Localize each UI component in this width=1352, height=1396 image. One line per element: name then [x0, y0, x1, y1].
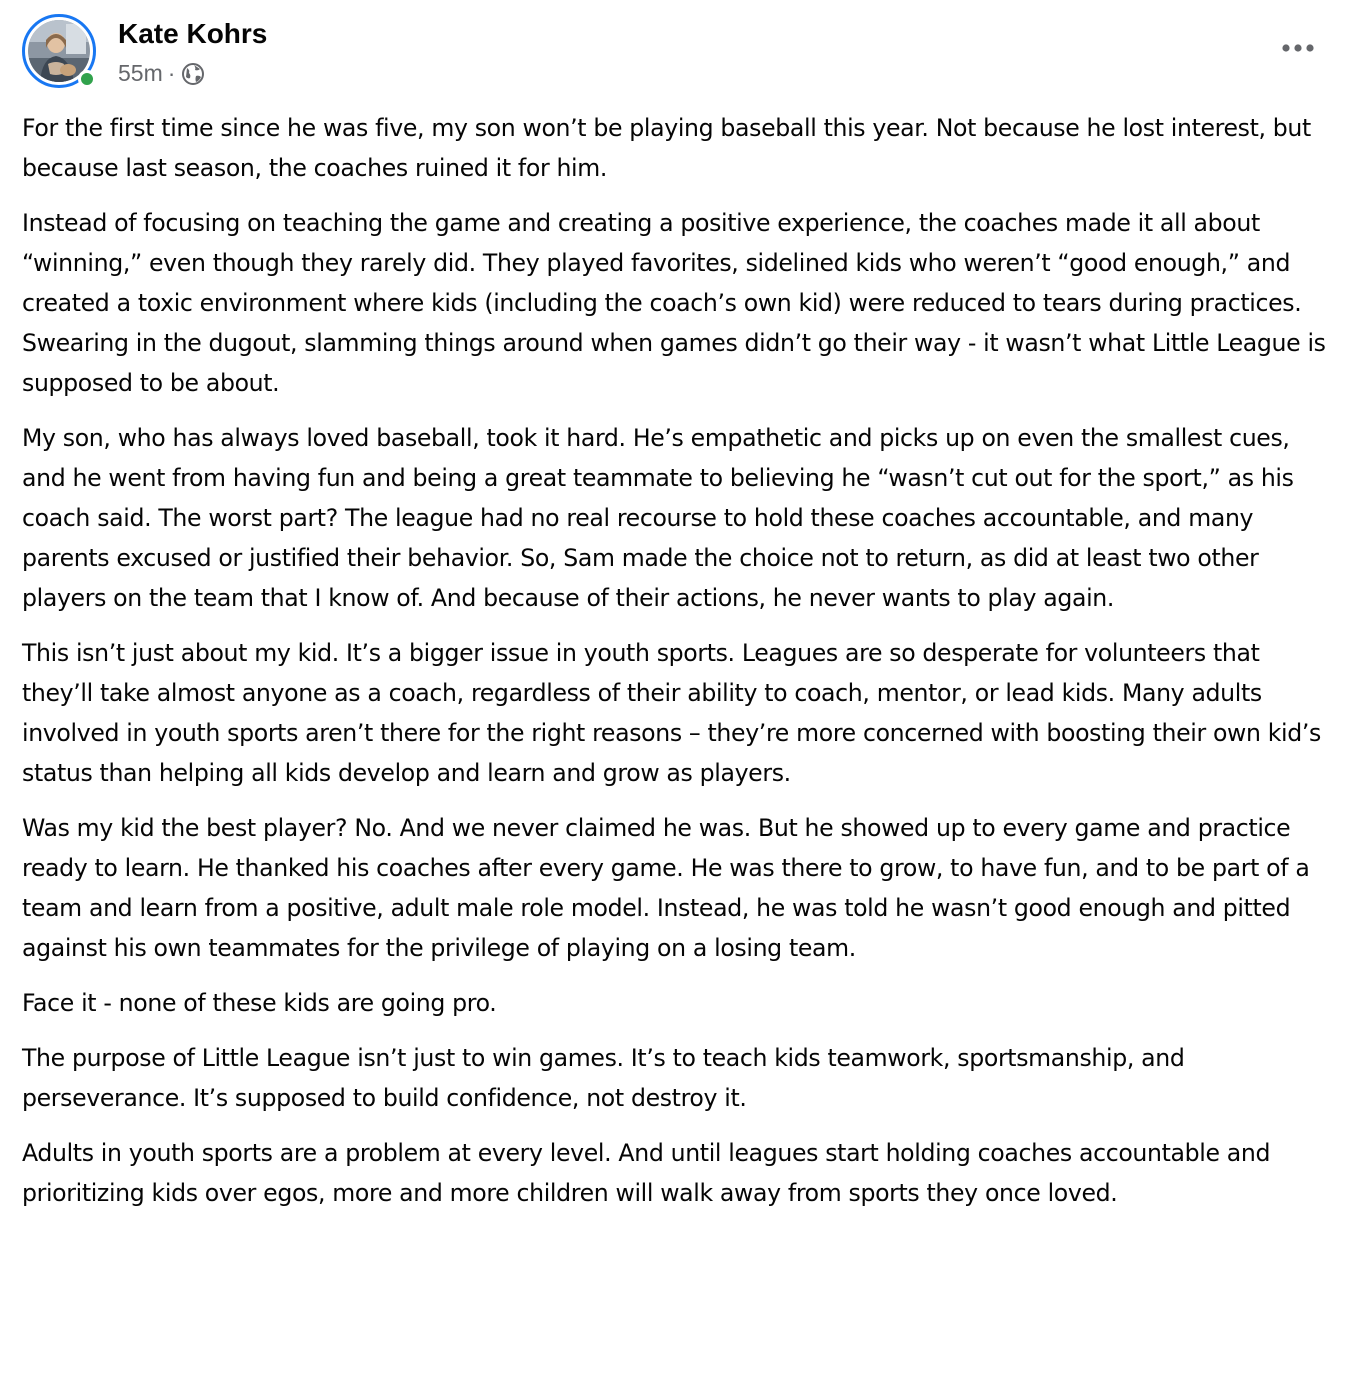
post-paragraph: Instead of focusing on teaching the game and creating a positive experience, the coaches made it all about “winning,” even though they rarely did. They played favorites, sidelined kids who weren’t “good enough,” and created a toxic environment where kids (including the coach’s own kid) were reduced to tears during practices. Swearing in the dugout, slamming things around when games didn’t go their way - it wasn’t what Little League is supposed to be about.: [22, 209, 1326, 397]
post-paragraph: The purpose of Little League isn’t just to win games. It’s to teach kids teamwork, sportsmanship, and perseverance. It’s supposed to build confidence, not destroy it.: [22, 1044, 1185, 1112]
online-status-indicator: [78, 70, 96, 88]
post-paragraph: Face it - none of these kids are going pro.: [22, 989, 497, 1017]
post-meta: [118, 60, 205, 87]
globe-icon[interactable]: [181, 62, 205, 86]
author-name[interactable]: Kate Kohrs: [118, 18, 268, 49]
meta-separator: ·: [167, 60, 176, 86]
profile-avatar[interactable]: [22, 14, 102, 94]
post-body: [22, 108, 1334, 1228]
post-paragraph: Was my kid the best player? No. And we never claimed he was. But he showed up to every game and practice ready to learn. He thanked his coaches after every game. He was there to grow, to have fun, and to be part of a team and learn from a positive, adult male role model. Instead, he was told he wasn’t good enough and pitted against his own teammates for the privilege of playing on a losing team.: [22, 814, 1310, 962]
more-options-icon[interactable]: [1278, 36, 1318, 60]
post-paragraph: Adults in youth sports are a problem at every level. And until leagues start holding coaches accountable and prioritizing kids over egos, more and more children will walk away from sports they once loved.: [22, 1139, 1271, 1207]
post-paragraph: My son, who has always loved baseball, took it hard. He’s empathetic and picks up on even the smallest cues, and he went from having fun and being a great teammate to believing he “wasn’t cut out for the sport,” as his coach said. The worst part? The league had no real recourse to hold these coaches accountable, and many parents excused or justified their behavior. So, Sam made the choice not to return, as did at least two other players on the team that I know of. And because of their actions, he never wants to play again.: [22, 424, 1294, 612]
post-header: [22, 14, 1332, 94]
post-paragraph: For the first time since he was five, my son won’t be playing baseball this year. Not because he lost interest, but because last season, the coaches ruined it for him.: [22, 114, 1311, 182]
post-timestamp[interactable]: 55m: [118, 60, 163, 86]
post-paragraph: This isn’t just about my kid. It’s a bigger issue in youth sports. Leagues are so desperate for volunteers that they’ll take almost anyone as a coach, regardless of their ability to coach, mentor, or lead kids. Many adults involved in youth sports aren’t there for the right reasons – they’re more concerned with boosting their own kid’s status than helping all kids develop and learn and grow as players.: [22, 639, 1321, 787]
